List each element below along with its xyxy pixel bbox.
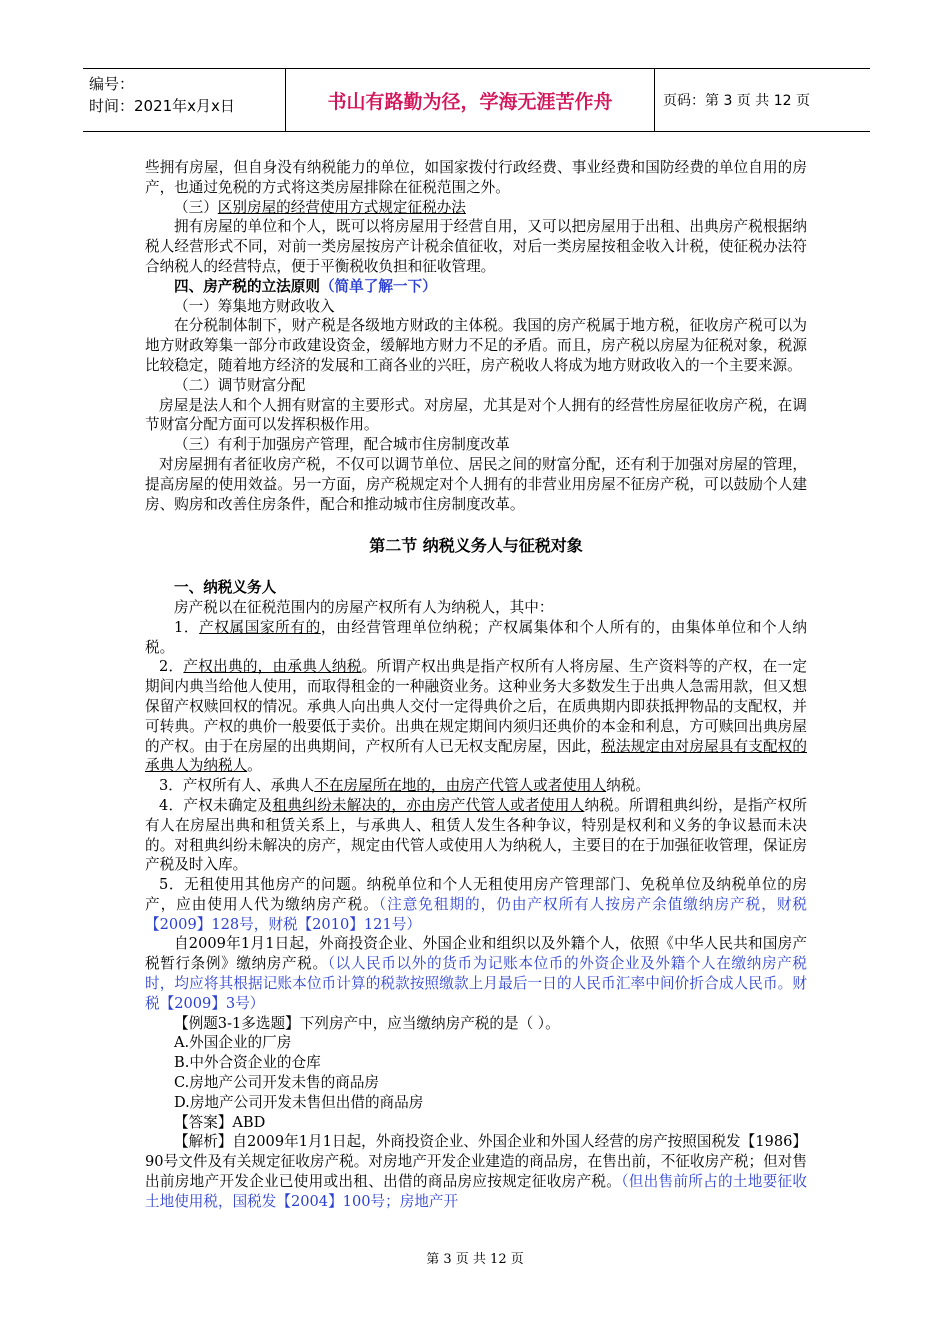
list-item: 3．产权所有人、承典人不在房屋所在地的，由房产代管人或者使用人纳税。 bbox=[159, 777, 650, 795]
list-item: 2．产权出典的，由承典人纳税。所谓产权出典是指产权所有人将房屋、生产资料等的产权，在一定期间内典当给他人使用，而取得租金的一种融资业务。这种业务大多数发生于出典人急需用款，但又想保留产权赎回权的情况。承典人向出典人交付一定得典价之后，在质典期内即获抵押物品的支配权，并可转典。产权的典价一般要低于卖价。出典在规定期间内须归还典价的本金和利息，方可赎回出典房屋的产权。由于在房屋的出典期间，产权所有人已无权支配房屋，因此，税法规定由对房屋具有支配权的承典人为纳税人。 bbox=[145, 658, 807, 775]
list-item: 5．无租使用其他房产的问题。纳税单位和个人无租使用房产管理部门、免税单位及纳税单位的房产，应由使用人代为缴纳房产税。（注意免租期的，仍由产权所有人按房产余值缴纳房产税，财税【2009】128号，财税【2010】121号） bbox=[145, 876, 807, 933]
example-question: 【例题3-1多选题】下列房产中，应当缴纳房产税的是（ ）。 bbox=[174, 1014, 560, 1032]
list-item: 1．产权属国家所有的，由经营管理单位纳税；产权属集体和个人所有的，由集体单位和个人纳税。 bbox=[145, 618, 807, 656]
paragraph: 对房屋拥有者征收房产税，不仅可以调节单位、居民之间的财富分配，还有利于加强对房屋的管理，提高房屋的使用效益。另一方面，房产税规定对个人拥有的非营业用房屋不征房产税，可以鼓励个人建房、购房和改善住房条件，配合和推动城市住房制度改革。 bbox=[145, 455, 807, 513]
subheading: （二）调节财富分配 bbox=[174, 376, 306, 394]
paragraph: 些拥有房屋，但自身没有纳税能力的单位，如国家拨付行政经费、事业经费和国防经费的单位自用的房产，也通过免税的方式将这类房屋排除在征税范围之外。 bbox=[145, 159, 807, 196]
paragraph: 在分税制体制下，财产税是各级地方财政的主体税。我国的房产税属于地方税，征收房产税可以为地方财政筹集一部分市政建设资金，缓解地方财力不足的矛盾。而且，房产税以房屋为征税对象，税源比较稳定，随着地方经济的发展和工商各业的兴旺，房产税收人将成为地方财政收入的一个主要来源。 bbox=[145, 317, 807, 374]
list-item: 4．产权未确定及租典纠纷未解决的，亦由房产代管人或者使用人纳税。所谓租典纠纷，是指产权所有人在房屋出典和租赁关系上，与承典人、租赁人发生各种争议，特别是权利和义务的争议悬而未决的。对租典纠纷未解决的房产，规定由代管人或使用人为纳税人，主要目的在于加强征收管理，保证房产税及时入库。 bbox=[145, 796, 807, 874]
header-date: 时间：2021年x月x日 bbox=[89, 97, 235, 115]
subheading: （三）有利于加强房产管理，配合城市住房制度改革 bbox=[174, 436, 510, 454]
header-number: 编号： bbox=[89, 75, 135, 93]
paragraph: 房屋是法人和个人拥有财富的主要形式。对房屋，尤其是对个人拥有的经营性房屋征收房产税，在调节财富分配方面可以发挥积极作用。 bbox=[145, 396, 807, 434]
option-d: D.房地产公司开发未售但出借的商品房 bbox=[174, 1093, 424, 1111]
option-a: A.外国企业的厂房 bbox=[174, 1034, 292, 1052]
header-motto: 书山有路勤为径，学海无涯苦作舟 bbox=[285, 69, 655, 131]
page-header bbox=[83, 68, 870, 132]
option-c: C.房地产公司开发未售的商品房 bbox=[174, 1074, 380, 1092]
subheading: （一）筹集地方财政收入 bbox=[174, 297, 335, 315]
paragraph: 自2009年1月1日起，外商投资企业、外国企业和组织以及外籍个人，依照《中华人民共和国房产税暂行条例》缴纳房产税。（以人民币以外的货币为记账本位币的外资企业及外籍个人在缴纳房产税时，均应将其根据记账本位币计算的税款按照缴款上月最后一日的人民币汇率中间价折合成人民币。财税【2009】3号） bbox=[145, 935, 807, 1012]
header-meta bbox=[89, 73, 235, 117]
subheading: （三）区别房屋的经营使用方式规定征税办法 bbox=[174, 198, 466, 216]
option-b: B.中外合资企业的仓库 bbox=[174, 1054, 321, 1072]
paragraph: 拥有房屋的单位和个人，既可以将房屋用于经营自用，又可以把房屋用于出租、出典房产税根据纳税人经营形式不同，对前一类房屋按房产计税余值征收，对后一类房屋按租金收入计税，使征税办法符合纳税人的经营特点，便于平衡税收负担和征收管理。 bbox=[145, 218, 807, 275]
document-body bbox=[145, 158, 807, 1212]
header-page: 页码：第 3 页 共 12 页 bbox=[663, 93, 810, 109]
analysis: 【解析】自2009年1月1日起，外商投资企业、外国企业和外国人经营的房产按照国税发【1986】90号文件及有关规定征收房产税。对房地产开发企业建造的商品房，在售出前，不征收房产税；但对售出前房地产开发企业已使用或出租、出借的商品房应按规定征收房产税。（但出售前所占的土地要征收土地使用税，国税发【2004】100号；房地产开 bbox=[145, 1133, 807, 1210]
section-title: 第二节 纳税义务人与征税对象 bbox=[369, 536, 583, 556]
heading-principles: 四、房产税的立法原则（简单了解一下） bbox=[174, 277, 437, 295]
page-footer: 第 3 页 共 12 页 bbox=[426, 1252, 524, 1267]
paragraph: 房产税以在征税范围内的房屋产权所有人为纳税人，其中： bbox=[174, 598, 554, 616]
heading-taxpayer: 一、纳税义务人 bbox=[174, 579, 277, 597]
answer: 【答案】ABD bbox=[174, 1113, 266, 1131]
